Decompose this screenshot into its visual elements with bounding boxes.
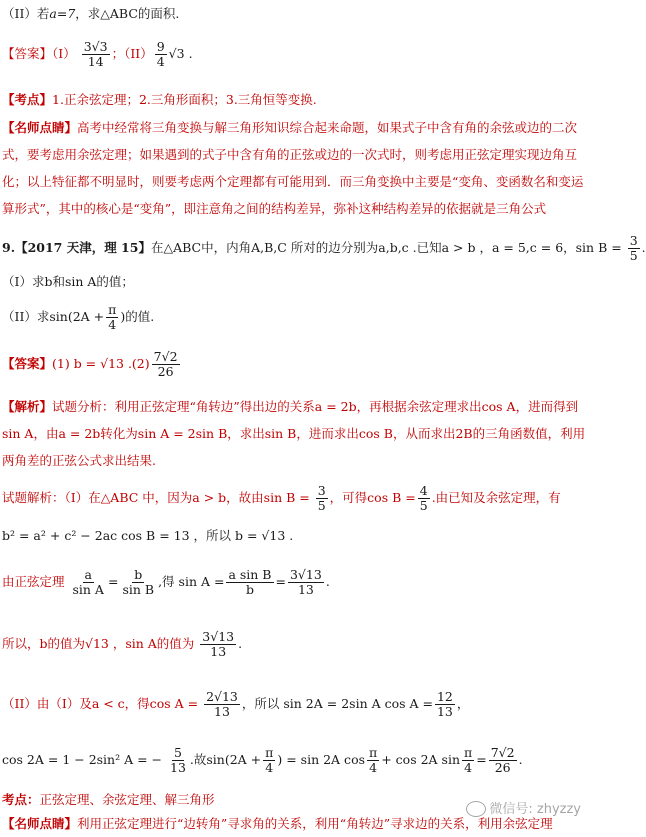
question-9-part1: （I）求b和sin A的值；	[2, 274, 134, 289]
solution-line-1: 试题解析：（I）在△ABC 中，因为a > b，故由sin B = $\frac{3}{5}$ ，可得cos B = $\frac{4}{5}$ .由已知及余弦定理，有	[2, 483, 561, 513]
fraction: $\frac{\text{a sin B}}{b}$	[228, 567, 272, 597]
fraction: $\frac{b}{\text{sin B}}$	[122, 567, 155, 597]
fraction: $\frac{3√13}{13}$	[289, 567, 322, 597]
solution-line-6: cos 2A = 1 − 2sin² A = − $\frac{5}{13}$ .故sin(2A + $\frac{\pi}{4}$ ) = sin 2A cos $\frac{\pi}{4}$ + cos 2A sin $\frac{\pi}{4}$ = $\frac{7√2}{26}$ .	[2, 745, 523, 775]
fraction: $\frac{3}{5}$	[629, 233, 638, 263]
wechat-icon	[466, 801, 486, 817]
fraction: $\frac{\pi}{4}$	[108, 302, 117, 332]
fraction: $\frac{2√13}{13}$	[206, 689, 238, 719]
fraction: $\frac{\pi}{4}$	[464, 745, 473, 775]
answer-2: 【答案】(1) b = √13 .(2) $\frac{7√2}{26}$	[2, 349, 178, 379]
question-part2: （II）若a=7，求△ABC的面积.	[2, 6, 180, 21]
fraction: $\frac{7√2}{26}$	[490, 745, 515, 775]
fraction: $\frac{3}{5}$	[317, 483, 326, 513]
question-9-part2: （II）求sin(2A + $\frac{\pi}{4}$ )的值.	[2, 302, 155, 332]
question-9: 9.【2017 天津，理 15】在△ABC中，内角A,B,C 所对的边分别为a,b,c .已知a > b ，a = 5,c = 6，sin B = $\frac{3}{5}$ .	[2, 233, 646, 263]
fraction: $\frac{3√13}{13}$	[202, 629, 235, 659]
fraction: $\frac{7√2}{26}$	[153, 349, 178, 379]
fraction: $\frac{5}{13}$	[170, 745, 186, 775]
answer-1: 【答案】（I） $\frac{3√3}{14}$ ；（II） $\frac{9}{4}$ √3 .	[2, 39, 193, 69]
solution-line-5: （II）由（I）及a < c，得cos A = $\frac{2√13}{13}$ ，所以 sin 2A = 2sin A cos A = $\frac{12}{13}$ ，	[2, 689, 470, 719]
jiexi-paragraph: 【解析】试题分析：利用正弦定理“角转边”得出边的关系a = 2b，再根据余弦定理求出cos A，进而得到sin A，由a = 2b转化为sin A = 2sin B，求出sin B，进而求出cos B，从而求出2B的三角函数值，利用两角差的正弦公式求出结果.	[2, 399, 586, 468]
mingshi-paragraph-1: 【名师点睛】高考中经常将三角变换与解三角形知识综合起来命题，如果式子中含有角的余弦或边的二次式，要考虑用余弦定理；如果遇到的式子中含有角的正弦或边的一次式时，则考虑用正弦定理实现边角互化；以上特征都不明显时，则要考虑两个定理都有可能用到．而三角变换中主要是“变角、变函数名和变运算形式”，其中的核心是“变角”，即注意角之间的结构差异，弥补这种结构差异的依据就是三角公式	[2, 120, 584, 216]
fraction: $\frac{3√3}{14}$	[83, 39, 108, 69]
fraction: $\frac{a}{\text{sin A}}$	[72, 567, 104, 597]
kaodian-1: 【考点】1.正余弦定理；2.三角形面积；3.三角恒等变换.	[2, 92, 317, 107]
answer-tag: 【答案】	[2, 46, 53, 61]
fraction: $\frac{\pi}{4}$	[265, 745, 274, 775]
solution-line-3: 由正弦定理 $\frac{a}{\text{sin A}}$ = $\frac{b}{\text{sin B}}$ ,得 sin A = $\frac{\text{a sin B}}{b}$ = $\frac{3√13}{13}$ .	[2, 567, 330, 597]
watermark: 微信号: zhyzzy	[466, 798, 581, 818]
solution-line-2: b² = a² + c² − 2ac cos B = 13 ，所以 b = √13 .	[2, 528, 294, 543]
fraction: $\frac{9}{4}$	[156, 39, 165, 69]
fraction: $\frac{12}{13}$	[436, 689, 453, 719]
fraction: $\frac{\pi}{4}$	[369, 745, 378, 775]
kaodian-2: 考点：正弦定理、余弦定理、解三角形	[2, 792, 215, 807]
solution-line-4: 所以，b的值为√13 ，sin A的值为 $\frac{3√13}{13}$ .	[2, 629, 243, 659]
mingshi-2: 【名师点睛】利用正弦定理进行“边转角”寻求角的关系，利用“角转边”寻求边的关系，利用余弦定理	[2, 816, 553, 831]
fraction: $\frac{4}{5}$	[419, 483, 428, 513]
